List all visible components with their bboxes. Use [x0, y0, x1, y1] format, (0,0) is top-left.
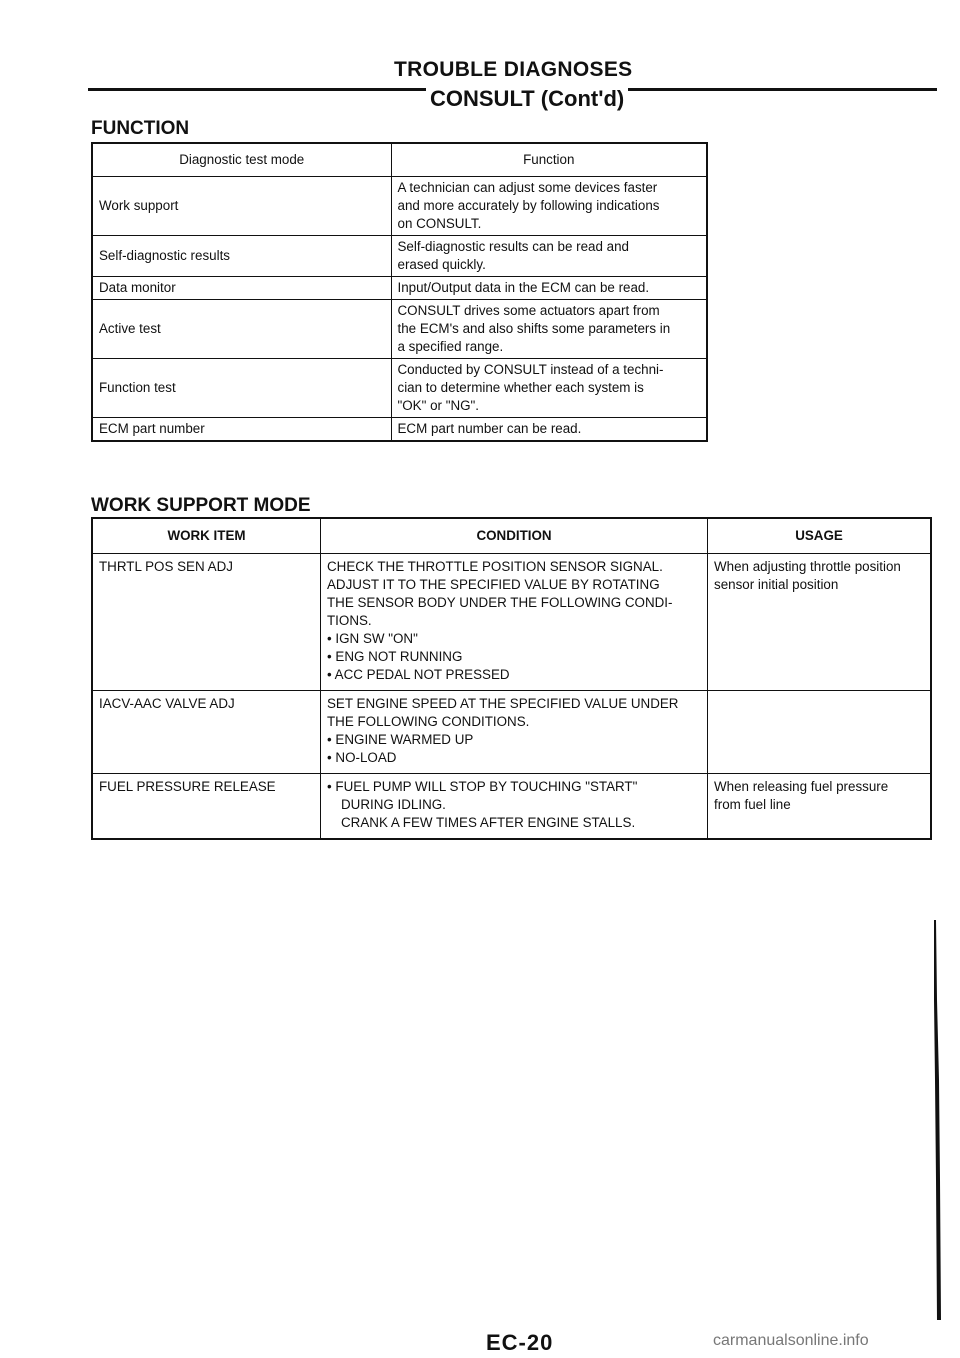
table-row	[92, 418, 707, 442]
function-section-title: FUNCTION	[91, 118, 190, 139]
condition-line: SET ENGINE SPEED AT THE SPECIFIED VALUE UNDER	[327, 696, 679, 711]
function-line: on CONSULT.	[397, 216, 482, 231]
function-line: "OK" or "NG".	[397, 398, 480, 413]
function-line: A technician can adjust some devices faster	[397, 180, 658, 195]
function-line: cian to determine whether each system is	[397, 380, 644, 395]
function-cell	[391, 177, 707, 236]
table-row	[92, 300, 707, 359]
table-header-row	[92, 143, 707, 177]
scan-edge-mark	[930, 920, 942, 1320]
work-item-cell: THRTL POS SEN ADJ	[92, 554, 321, 691]
table-row	[92, 236, 707, 277]
condition-line: • ENG NOT RUNNING	[327, 648, 701, 666]
work-item-cell: IACV-AAC VALVE ADJ	[92, 691, 321, 774]
function-line: erased quickly.	[397, 257, 486, 272]
page-number: EC-20	[486, 1330, 554, 1355]
condition-line: • ACC PEDAL NOT PRESSED	[327, 666, 701, 684]
table-row	[92, 691, 931, 774]
usage-line: When adjusting throttle position	[714, 559, 901, 574]
table-row	[92, 554, 931, 691]
condition-line: CRANK A FEW TIMES AFTER ENGINE STALLS.	[341, 815, 636, 830]
condition-line: • ENGINE WARMED UP	[327, 731, 701, 749]
function-cell	[391, 300, 707, 359]
usage-cell	[708, 691, 931, 774]
condition-cell	[321, 554, 708, 691]
usage-cell	[708, 554, 931, 691]
table-header-row	[92, 518, 931, 554]
mode-cell: Active test	[92, 300, 391, 359]
column-header-work-item: WORK ITEM	[92, 518, 321, 554]
function-cell	[391, 418, 707, 442]
condition-line: THE FOLLOWING CONDITIONS.	[327, 714, 530, 729]
mode-cell: Data monitor	[92, 277, 391, 300]
condition-line: THE SENSOR BODY UNDER THE FOLLOWING CONDI-	[327, 595, 673, 610]
function-cell	[391, 359, 707, 418]
mode-cell: ECM part number	[92, 418, 391, 442]
condition-line: ADJUST IT TO THE SPECIFIED VALUE BY ROTATING	[327, 577, 660, 592]
function-line: Conducted by CONSULT instead of a techni-	[397, 362, 664, 377]
condition-cell	[321, 774, 708, 840]
column-header-condition: CONDITION	[321, 518, 708, 554]
mode-cell: Work support	[92, 177, 391, 236]
mode-cell: Function test	[92, 359, 391, 418]
page-subtitle: CONSULT (Cont'd)	[426, 86, 628, 112]
function-cell	[391, 236, 707, 277]
function-line: Input/Output data in the ECM can be read.	[397, 280, 650, 295]
condition-line: • FUEL PUMP WILL STOP BY TOUCHING "START"	[327, 778, 701, 796]
column-header-mode: Diagnostic test mode	[92, 143, 391, 177]
condition-cell	[321, 691, 708, 774]
function-line: CONSULT drives some actuators apart from	[397, 303, 660, 318]
column-header-function: Function	[391, 143, 707, 177]
usage-line: When releasing fuel pressure	[714, 779, 889, 794]
condition-line: CHECK THE THROTTLE POSITION SENSOR SIGNAL.	[327, 559, 663, 574]
condition-line: • IGN SW "ON"	[327, 630, 701, 648]
column-header-usage: USAGE	[708, 518, 931, 554]
usage-line: sensor initial position	[714, 577, 839, 592]
function-line: Self-diagnostic results can be read and	[397, 239, 629, 254]
table-row	[92, 359, 707, 418]
function-line: a specified range.	[397, 339, 504, 354]
function-line: and more accurately by following indications	[397, 198, 660, 213]
condition-line: TIONS.	[327, 613, 372, 628]
mode-cell: Self-diagnostic results	[92, 236, 391, 277]
usage-line: from fuel line	[714, 797, 791, 812]
table-row	[92, 177, 707, 236]
table-row	[92, 277, 707, 300]
condition-line: DURING IDLING.	[341, 797, 446, 812]
watermark: carmanualsonline.info	[713, 1332, 869, 1349]
work-support-table	[91, 517, 932, 840]
usage-cell	[708, 774, 931, 840]
function-line: ECM part number can be read.	[397, 421, 582, 436]
condition-line: • NO-LOAD	[327, 749, 701, 767]
function-line: the ECM's and also shifts some parameters in	[397, 321, 671, 336]
work-support-section-title: WORK SUPPORT MODE	[91, 495, 311, 516]
page-title: TROUBLE DIAGNOSES	[394, 58, 633, 81]
table-row	[92, 774, 931, 840]
function-cell	[391, 277, 707, 300]
function-table	[91, 142, 708, 442]
work-item-cell: FUEL PRESSURE RELEASE	[92, 774, 321, 840]
